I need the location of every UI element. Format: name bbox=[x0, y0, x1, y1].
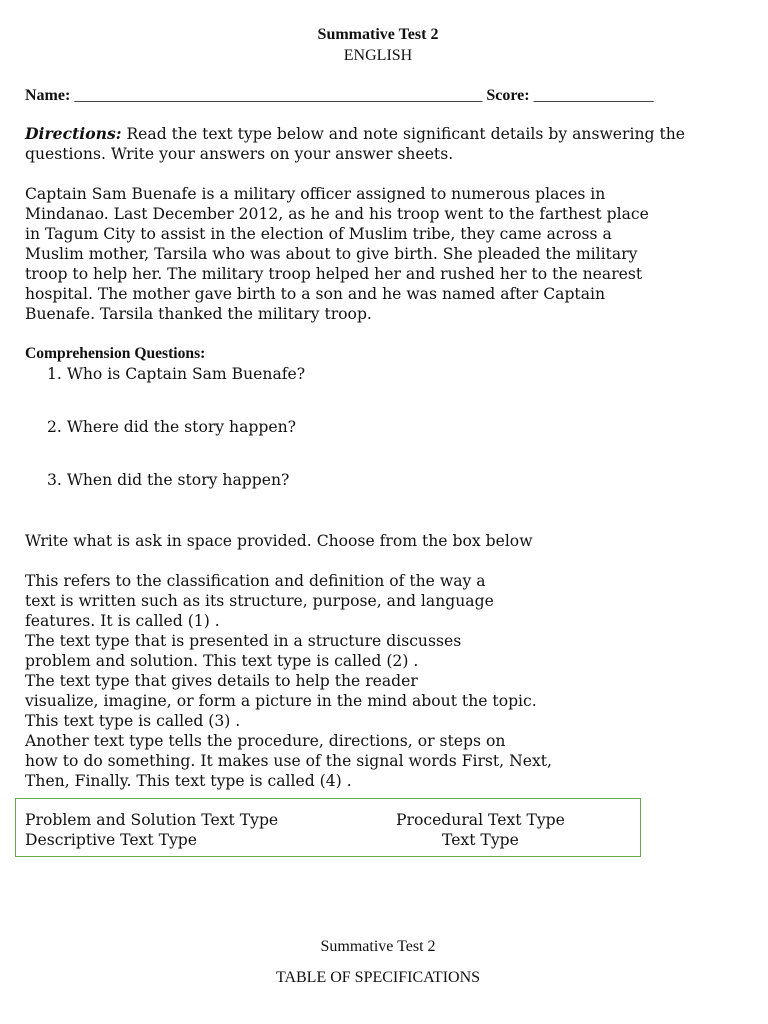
directions-text-1: Read the text type below and note significant details by answering the bbox=[121, 125, 685, 143]
story-line: in Tagum City to assist in the election of Muslim tribe, they came across a bbox=[25, 225, 612, 243]
directions bbox=[25, 124, 745, 164]
definition-line: This refers to the classification and definition of the way a bbox=[25, 572, 486, 590]
instruction-text: Write what is ask in space provided. Choose from the box below bbox=[25, 532, 533, 550]
definition-line: Another text type tells the procedure, directions, or steps on bbox=[25, 732, 506, 750]
name-score-row bbox=[25, 86, 654, 106]
footer-subtitle: TABLE OF SPECIFICATIONS bbox=[275, 969, 481, 986]
question-3: 3. When did the story happen? bbox=[47, 471, 290, 489]
definition-line: The text type that gives details to help the reader bbox=[25, 672, 418, 690]
score-label: Score: bbox=[486, 87, 530, 104]
definition-line: how to do something. It makes use of the signal words First, Next, bbox=[25, 752, 552, 770]
footer-title: Summative Test 2 bbox=[320, 938, 436, 955]
directions-text-2: questions. Write your answers on your answer sheets. bbox=[25, 145, 454, 163]
definition-line: Then, Finally. This text type is called (4) . bbox=[25, 772, 352, 790]
choice-descriptive: Descriptive Text Type bbox=[25, 831, 197, 849]
name-blank[interactable]: ___________________________________________________ bbox=[74, 87, 483, 104]
choice-text-type: Text Type bbox=[442, 831, 519, 849]
question-2: 2. Where did the story happen? bbox=[47, 418, 296, 436]
story-passage bbox=[25, 184, 745, 324]
story-line: hospital. The mother gave birth to a son and he was named after Captain bbox=[25, 285, 606, 303]
story-line: Muslim mother, Tarsila who was about to give birth. She pleaded the military bbox=[25, 245, 638, 263]
definitions-block bbox=[25, 571, 745, 791]
choices-box bbox=[15, 798, 641, 857]
name-label: Name: bbox=[25, 87, 71, 104]
story-line: Buenafe. Tarsila thanked the military troop. bbox=[25, 305, 372, 323]
test-title: Summative Test 2 bbox=[317, 26, 439, 43]
comprehension-heading: Comprehension Questions: bbox=[25, 345, 206, 362]
choice-procedural: Procedural Text Type bbox=[396, 811, 565, 829]
score-blank[interactable]: _______________ bbox=[533, 87, 654, 104]
definition-line: features. It is called (1) . bbox=[25, 612, 220, 630]
story-line: troop to help her. The military troop helped her and rushed her to the nearest bbox=[25, 265, 643, 283]
definition-line: The text type that is presented in a structure discusses bbox=[25, 632, 462, 650]
question-1: 1. Who is Captain Sam Buenafe? bbox=[47, 365, 306, 383]
subject-title: ENGLISH bbox=[343, 47, 413, 64]
definition-line: text is written such as its structure, purpose, and language bbox=[25, 592, 494, 610]
choice-problem-solution: Problem and Solution Text Type bbox=[25, 811, 279, 829]
definition-line: visualize, imagine, or form a picture in the mind about the topic. bbox=[25, 692, 537, 710]
definition-line: This text type is called (3) . bbox=[25, 712, 241, 730]
story-line: Mindanao. Last December 2012, as he and his troop went to the farthest place bbox=[25, 205, 649, 223]
definition-line: problem and solution. This text type is called (2) . bbox=[25, 652, 419, 670]
story-line: Captain Sam Buenafe is a military officer assigned to numerous places in bbox=[25, 185, 606, 203]
directions-label: Directions: bbox=[25, 124, 122, 143]
